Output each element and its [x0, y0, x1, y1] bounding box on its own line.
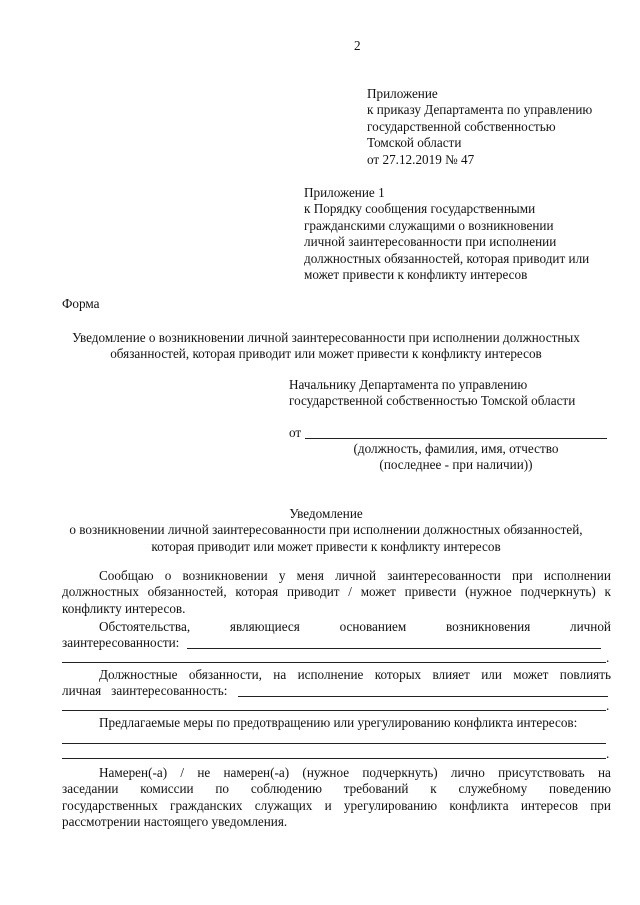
word: интересов	[520, 797, 579, 813]
word: при	[511, 568, 533, 583]
form-title-line: обязанностей, которая приводит или может привести к конфликту интересов	[110, 346, 542, 362]
justified-line	[62, 781, 611, 797]
word: Сообщаю	[99, 568, 154, 583]
word: соблюдению	[250, 781, 322, 797]
word: поведению	[548, 781, 611, 797]
duties-field-line[interactable]	[238, 696, 608, 697]
appendix-line: государственной собственностью	[367, 118, 556, 134]
word: /	[348, 584, 352, 600]
paragraph-declaration	[62, 568, 611, 617]
word: обязанностей,	[147, 584, 227, 600]
word: возникновении	[182, 568, 268, 583]
word: присутствовать	[498, 765, 585, 780]
addressee-line: Начальнику Департамента по управлению	[289, 377, 528, 392]
paragraph-circumstances	[62, 619, 611, 652]
appendix1-line: гражданскими служащими о возникновении	[304, 217, 554, 233]
paragraph-line: рассмотрении настоящего уведомления.	[62, 814, 288, 830]
justified-line	[62, 619, 611, 635]
justified-line	[62, 568, 611, 584]
word: к	[604, 584, 611, 600]
paragraph-line: личная заинтересованность:	[62, 683, 228, 699]
measures-field-line[interactable]	[62, 743, 606, 744]
paragraph-line: заинтересованности:	[62, 635, 180, 651]
word: (нужное	[465, 584, 512, 600]
from-hint	[305, 441, 607, 474]
word: исполнении	[543, 568, 611, 583]
addressee-line: государственной собственностью Томской области	[289, 393, 576, 409]
word: по	[215, 781, 230, 797]
word: государственных	[62, 797, 158, 813]
addressee-block	[289, 377, 575, 410]
word: у	[278, 568, 286, 583]
word: или	[481, 667, 502, 682]
word: приводит	[286, 584, 340, 600]
circumstances-field-line-2[interactable]	[62, 662, 606, 663]
word: может	[513, 667, 549, 682]
word: Обстоятельства,	[99, 619, 191, 634]
appendix-line: от 27.12.2019 № 47	[367, 151, 475, 167]
appendix1-line: личной заинтересованности при исполнении	[304, 234, 557, 250]
word: привести	[404, 584, 457, 600]
word: и	[324, 797, 332, 813]
word: не	[197, 765, 211, 780]
justified-line	[62, 798, 611, 814]
word: являющиеся	[229, 619, 300, 634]
notice-subtitle-line: о возникновении личной заинтересованности при исполнении должностных обязанностей,	[69, 522, 583, 538]
word: меня	[296, 568, 324, 583]
word: должностных	[62, 584, 139, 600]
word: влияет	[432, 667, 470, 682]
word: которая	[235, 584, 279, 600]
appendix-line: Томской области	[367, 135, 462, 151]
notice-title: Уведомление	[289, 506, 363, 521]
appendix1-block	[304, 185, 589, 283]
paragraph-measures: Предлагаемые меры по предотвращению или урегулированию конфликта интересов:	[99, 715, 578, 730]
word: о	[164, 568, 172, 583]
justified-line	[62, 584, 611, 600]
word: обязанности,	[188, 667, 262, 682]
word: на	[273, 667, 287, 682]
word: конфликта	[449, 797, 509, 813]
word: которых	[374, 667, 422, 682]
word: лично	[450, 765, 485, 780]
word: комиссии	[140, 781, 194, 797]
form-title-line: Уведомление о возникновении личной заинтересованности при исполнении должностных	[72, 330, 580, 345]
paragraph-line: конфликту интересов.	[62, 600, 186, 616]
paragraph-duties	[62, 667, 611, 700]
measures-field-line-2[interactable]	[62, 758, 606, 759]
appendix1-line: к Порядку сообщения государственными	[304, 201, 536, 217]
appendix-line: Приложение	[367, 86, 438, 101]
word: основанием	[339, 619, 407, 634]
justified-line	[62, 667, 611, 683]
word: Должностные	[99, 667, 178, 682]
word: к	[430, 781, 437, 797]
circumstances-field-line[interactable]	[187, 648, 601, 649]
line-end-period: .	[606, 746, 610, 761]
word: может	[360, 584, 396, 600]
notice-heading	[40, 506, 612, 555]
from-field-line[interactable]	[305, 438, 607, 439]
appendix-block	[367, 86, 592, 168]
form-title	[40, 330, 612, 363]
notice-subtitle-line: которая приводит или может привести к конфликту интересов	[151, 538, 501, 554]
form-label: Форма	[62, 296, 100, 311]
word: исполнение	[297, 667, 364, 682]
word: заседании	[62, 781, 119, 797]
line-end-period: .	[606, 650, 610, 665]
word: требований	[343, 781, 409, 797]
justified-line	[62, 765, 611, 781]
word: служащих	[254, 797, 313, 813]
appendix-line: к приказу Департамента по управлению	[367, 102, 593, 118]
word: на	[597, 765, 611, 780]
word: гражданских	[170, 797, 243, 813]
word: подчеркнуть)	[362, 765, 438, 780]
word: повлиять	[559, 667, 611, 682]
from-hint-line: (последнее - при наличии))	[379, 457, 533, 473]
word: заинтересованности	[387, 568, 501, 583]
line-end-period: .	[606, 698, 610, 713]
word: личной	[335, 568, 377, 583]
word: при	[590, 797, 611, 813]
page-number: 2	[354, 38, 361, 53]
duties-field-line-2[interactable]	[62, 710, 606, 711]
word: служебному	[458, 781, 528, 797]
from-label: от	[289, 425, 302, 440]
word: подчеркнуть)	[520, 584, 596, 600]
appendix1-line: должностных обязанностей, которая приводит или	[304, 250, 590, 266]
paragraph-attendance	[62, 765, 611, 831]
appendix1-line: может привести к конфликту интересов	[304, 267, 528, 283]
word: возникновения	[445, 619, 531, 634]
word: урегулированию	[343, 797, 438, 813]
appendix1-line: Приложение 1	[304, 185, 385, 200]
word: намерен(-а)	[223, 765, 290, 780]
word: личной	[570, 619, 611, 634]
word: /	[180, 765, 185, 780]
word: (нужное	[302, 765, 350, 780]
word: Намерен(-а)	[99, 765, 168, 780]
from-hint-line: (должность, фамилия, имя, отчество	[353, 441, 559, 456]
